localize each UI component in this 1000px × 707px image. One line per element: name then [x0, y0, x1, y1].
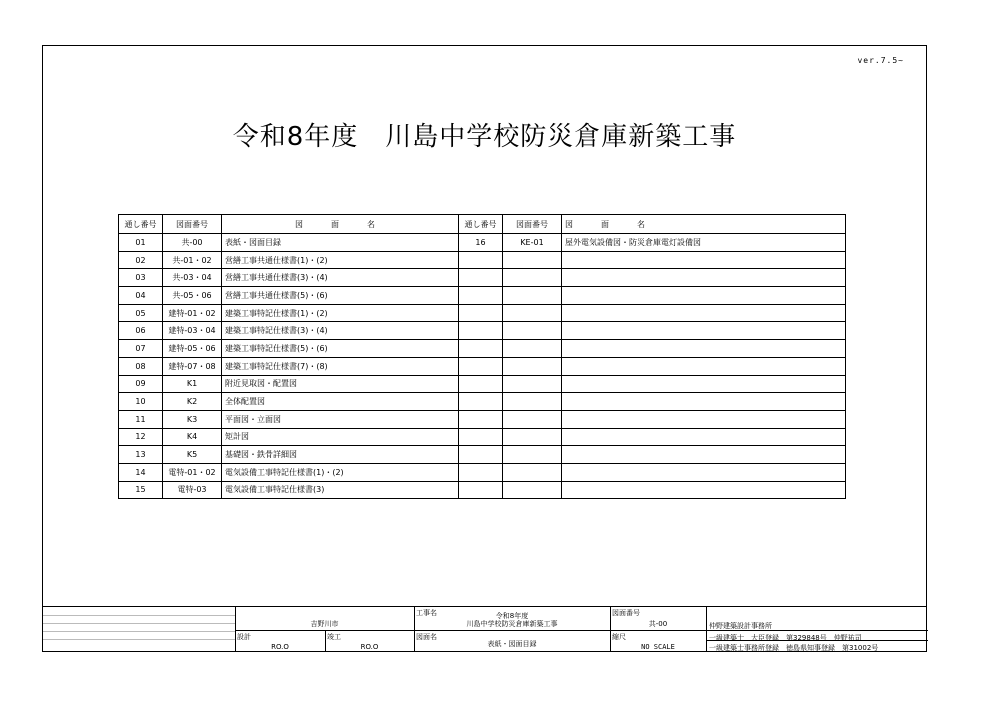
page-title: 令和8年度 川島中学校防災倉庫新築工事 [232, 122, 737, 152]
row-code-right [503, 357, 562, 375]
row-no-right [459, 357, 503, 375]
check-value: RO.O [360, 643, 379, 651]
row-code-left: 建特-07・08 [163, 357, 222, 375]
row-code-right [503, 393, 562, 411]
row-no-left: 13 [119, 446, 163, 464]
row-name-right [562, 340, 846, 358]
office-name: 仲野建築設計事務所 [709, 622, 772, 630]
row-name-right [562, 269, 846, 287]
row-code-left: 電特-01・02 [163, 463, 222, 481]
row-code-left: K5 [163, 446, 222, 464]
table-header-row [119, 215, 846, 234]
row-code-left: K1 [163, 375, 222, 393]
office-line1: 一級建築士 大臣登録 第329848号 仲野祐司 [709, 634, 862, 642]
row-name-right [562, 428, 846, 446]
table-row [119, 234, 846, 252]
drawing-name-label: 図面名 [416, 633, 437, 641]
design-label: 設計 [237, 633, 251, 641]
row-name-left: 営繕工事共通仕様書(5)・(6) [222, 287, 459, 305]
row-no-right [459, 410, 503, 428]
table-row [119, 481, 846, 499]
row-name-left: 表紙・図面目録 [222, 234, 459, 252]
table-row [119, 322, 846, 340]
row-name-right [562, 322, 846, 340]
drawing-list-table [118, 214, 846, 499]
row-no-left: 07 [119, 340, 163, 358]
row-code-left: 建特-01・02 [163, 304, 222, 322]
row-name-right [562, 463, 846, 481]
row-no-left: 03 [119, 269, 163, 287]
row-name-right [562, 304, 846, 322]
table-row [119, 463, 846, 481]
row-code-left: 共-03・04 [163, 269, 222, 287]
row-no-right [459, 375, 503, 393]
row-name-left: 営繕工事共通仕様書(3)・(4) [222, 269, 459, 287]
row-name-left: 平面図・立面図 [222, 410, 459, 428]
scale-value: NO SCALE [641, 643, 675, 651]
row-name-right [562, 251, 846, 269]
row-name-left: 矩計図 [222, 428, 459, 446]
row-no-right [459, 322, 503, 340]
table-row [119, 428, 846, 446]
row-no-left: 12 [119, 428, 163, 446]
row-no-left: 02 [119, 251, 163, 269]
row-name-left: 営繕工事共通仕様書(1)・(2) [222, 251, 459, 269]
row-no-left: 09 [119, 375, 163, 393]
row-no-right: 16 [459, 234, 503, 252]
row-code-left: K2 [163, 393, 222, 411]
drawing-name: 表紙・図面目録 [487, 640, 537, 648]
title-block [43, 606, 926, 652]
row-code-right [503, 410, 562, 428]
table-row [119, 269, 846, 287]
header-code-left: 図面番号 [163, 215, 222, 234]
row-code-right [503, 446, 562, 464]
row-name-right [562, 446, 846, 464]
row-code-right [503, 375, 562, 393]
table-row [119, 287, 846, 305]
row-name-right [562, 287, 846, 305]
project-line2: 川島中学校防災倉庫新築工事 [466, 620, 558, 628]
row-no-left: 15 [119, 481, 163, 499]
row-code-left: K4 [163, 428, 222, 446]
row-name-left: 建築工事特記仕様書(7)・(8) [222, 357, 459, 375]
row-no-left: 08 [119, 357, 163, 375]
row-no-right [459, 393, 503, 411]
row-code-left: 共-00 [163, 234, 222, 252]
row-no-right [459, 446, 503, 464]
row-no-right [459, 269, 503, 287]
row-name-right [562, 375, 846, 393]
row-name-right [562, 410, 846, 428]
row-no-right [459, 463, 503, 481]
table-row [119, 340, 846, 358]
row-name-right [562, 357, 846, 375]
row-no-right [459, 304, 503, 322]
row-code-right [503, 287, 562, 305]
table-row [119, 304, 846, 322]
header-no-right: 通し番号 [459, 215, 503, 234]
row-no-right [459, 287, 503, 305]
table-row [119, 357, 846, 375]
row-no-left: 06 [119, 322, 163, 340]
project-line1: 令和8年度 [495, 612, 529, 620]
row-name-left: 電気設備工事特記仕様書(1)・(2) [222, 463, 459, 481]
row-code-right [503, 251, 562, 269]
row-no-right [459, 340, 503, 358]
row-no-right [459, 251, 503, 269]
design-value: RO.O [271, 643, 289, 651]
row-code-left: 建特-05・06 [163, 340, 222, 358]
drawing-no: 共-00 [648, 620, 668, 628]
row-name-left: 建築工事特記仕様書(3)・(4) [222, 322, 459, 340]
row-code-left: 電特-03 [163, 481, 222, 499]
row-name-right [562, 393, 846, 411]
row-no-left: 04 [119, 287, 163, 305]
table-row [119, 410, 846, 428]
row-no-right [459, 428, 503, 446]
table-row [119, 251, 846, 269]
row-code-right [503, 322, 562, 340]
row-code-right [503, 304, 562, 322]
drawing-frame [42, 45, 927, 652]
row-code-right [503, 269, 562, 287]
row-name-left: 附近見取図・配置図 [222, 375, 459, 393]
table-row [119, 375, 846, 393]
row-name-left: 電気設備工事特記仕様書(3) [222, 481, 459, 499]
row-code-right [503, 340, 562, 358]
row-no-left: 05 [119, 304, 163, 322]
header-name-right: 図 面 名 [562, 215, 846, 234]
row-name-left: 全体配置図 [222, 393, 459, 411]
check-label: 竣工 [327, 633, 341, 641]
row-no-left: 14 [119, 463, 163, 481]
row-code-left: 建特-03・04 [163, 322, 222, 340]
row-code-right [503, 481, 562, 499]
row-no-right [459, 481, 503, 499]
scale-label: 縮尺 [612, 633, 626, 641]
row-no-left: 01 [119, 234, 163, 252]
row-code-right [503, 463, 562, 481]
header-name-left: 図 面 名 [222, 215, 459, 234]
table-row [119, 393, 846, 411]
project-label: 工事名 [416, 609, 437, 617]
header-code-right: 図面番号 [503, 215, 562, 234]
table-body [119, 234, 846, 499]
header-no-left: 通し番号 [119, 215, 163, 234]
row-code-right: KE-01 [503, 234, 562, 252]
row-no-left: 10 [119, 393, 163, 411]
row-name-left: 建築工事特記仕様書(5)・(6) [222, 340, 459, 358]
row-code-left: 共-05・06 [163, 287, 222, 305]
row-name-left: 建築工事特記仕様書(1)・(2) [222, 304, 459, 322]
row-code-left: 共-01・02 [163, 251, 222, 269]
row-no-left: 11 [119, 410, 163, 428]
row-name-right: 屋外電気設備図・防災倉庫電灯設備図 [562, 234, 846, 252]
office-line2: 一級建築士事務所登録 徳島県知事登録 第31002号 [709, 644, 879, 652]
row-code-left: K3 [163, 410, 222, 428]
row-code-right [503, 428, 562, 446]
client-name: 吉野川市 [310, 620, 339, 628]
row-name-right [562, 481, 846, 499]
row-name-left: 基礎図・鉄骨詳細図 [222, 446, 459, 464]
drawing-no-label: 図面番号 [612, 609, 640, 617]
version-label: ver.7.5~ [857, 56, 904, 65]
table-row [119, 446, 846, 464]
